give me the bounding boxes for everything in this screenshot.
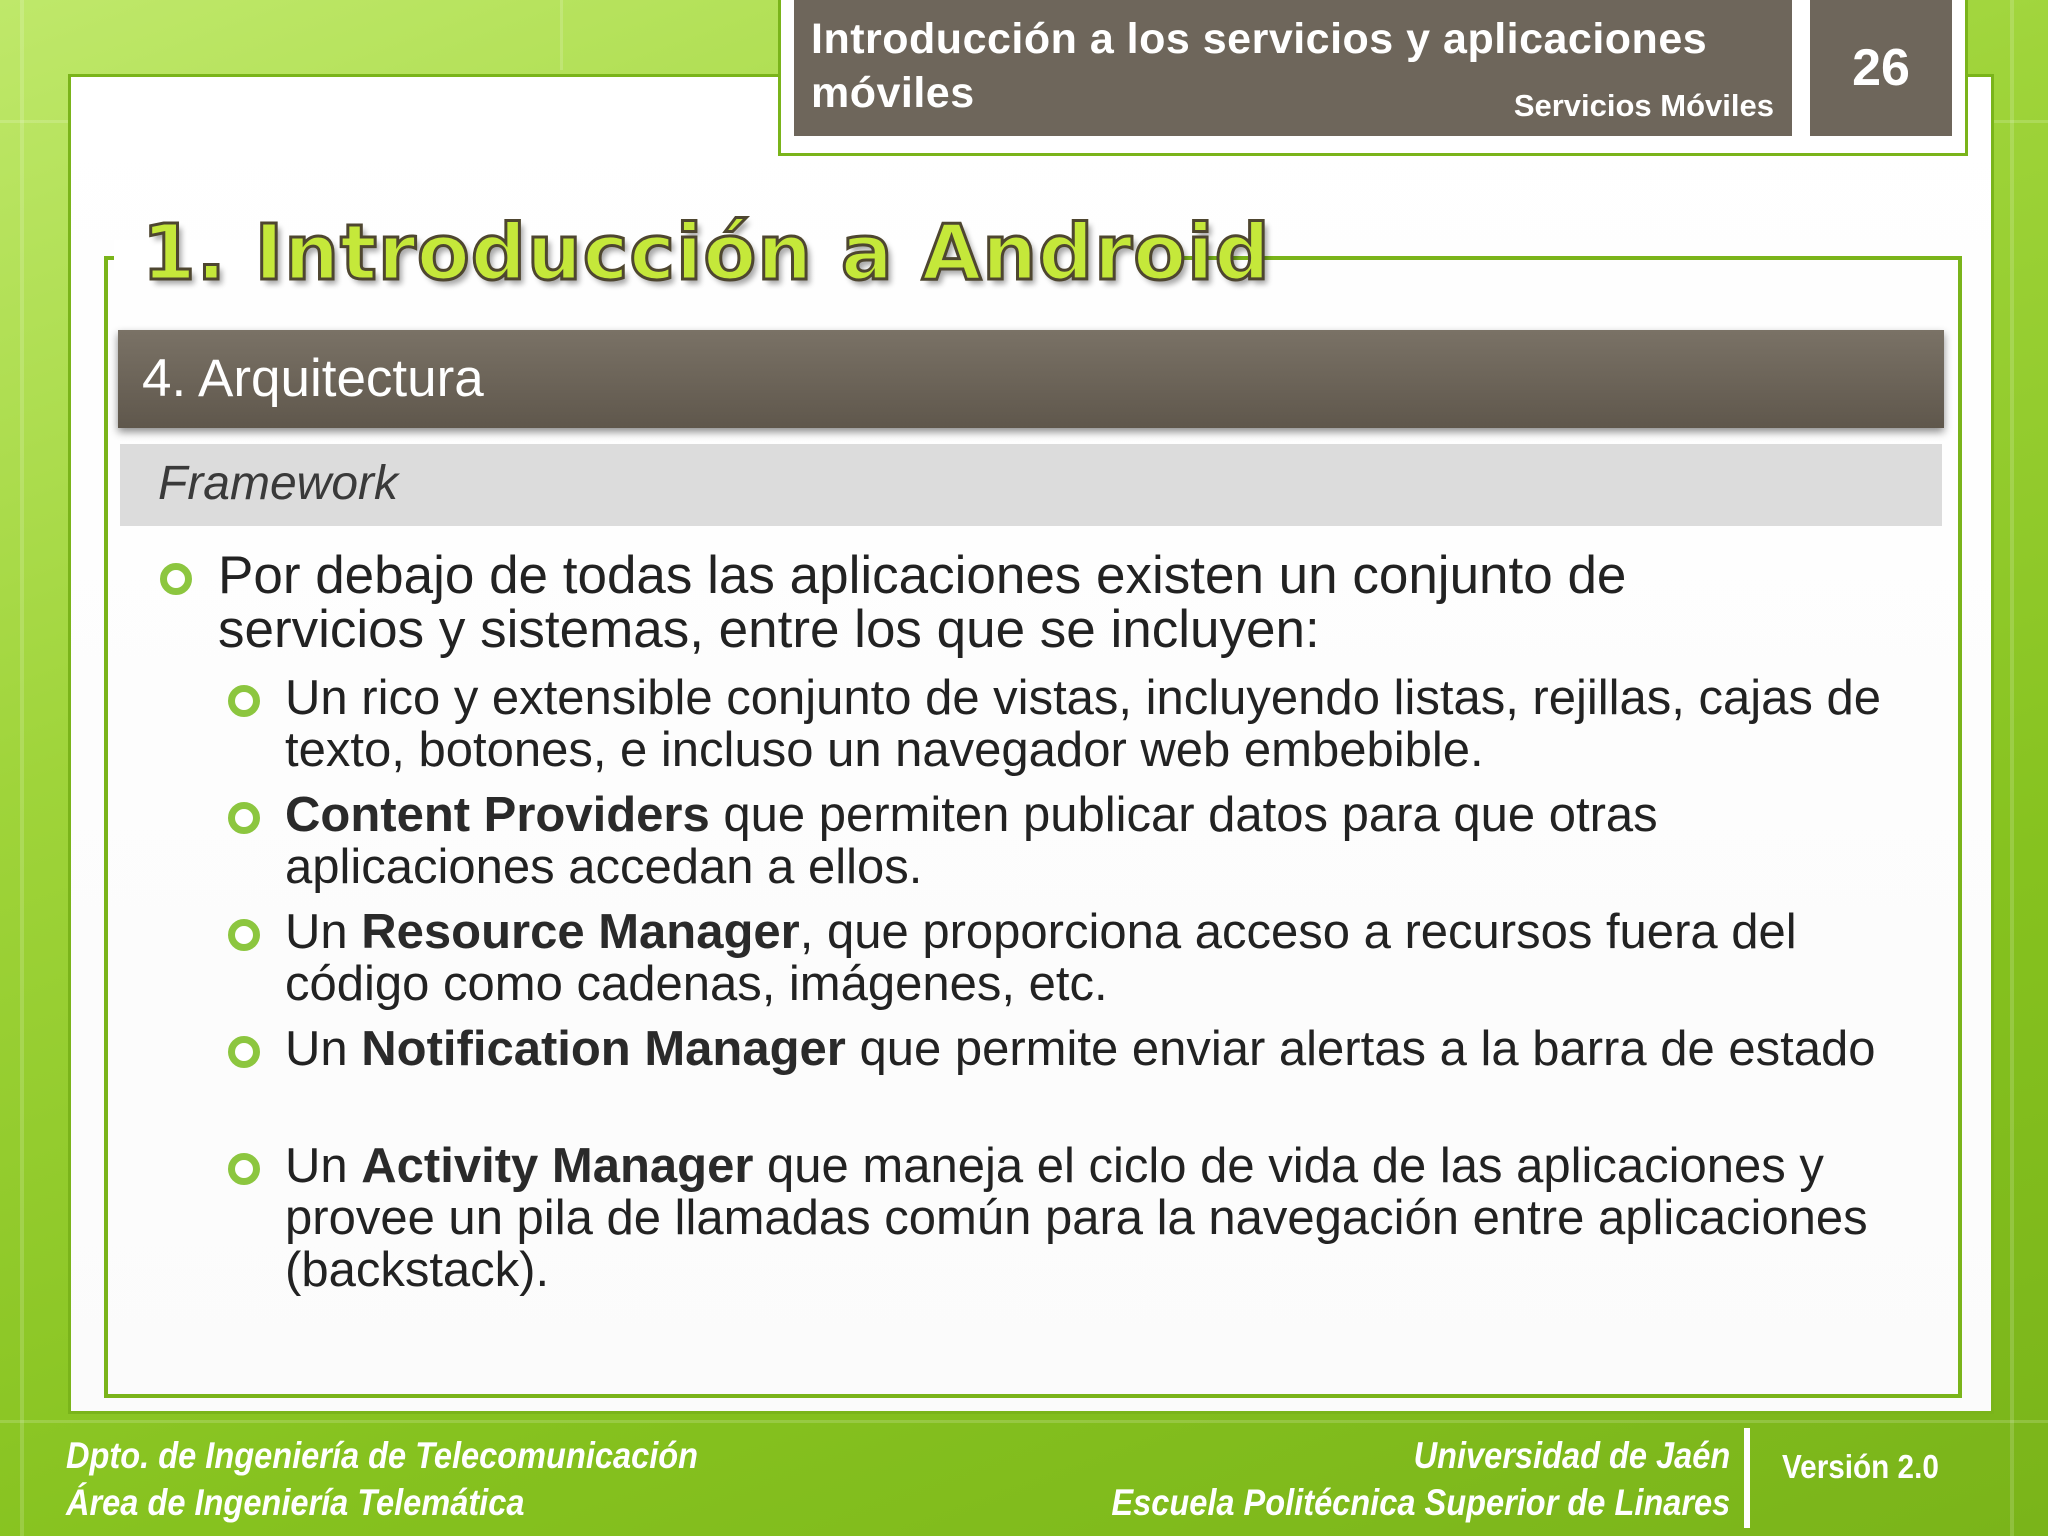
slide-title: 1. Introducción a Android [142,209,1271,298]
bullet-icon [160,563,192,595]
list-item-text: Un Resource Manager, que proporciona acceso a recursos fuera del código como cadenas, imágenes, etc. [285,905,1797,1011]
course-subtitle: Servicios Móviles [1513,88,1774,123]
bullet-icon [228,919,260,951]
footer-divider [1744,1428,1750,1528]
section-title: 4. Arquitectura [142,349,484,408]
header-box [794,0,1792,136]
footer-university-line: Universidad de Jaén [1413,1435,1730,1476]
subsection-title: Framework [158,457,399,510]
list-item-text: Un Notification Manager que permite enviar alertas a la barra de estado [285,1022,1876,1076]
course-title: Introducción a los servicios y aplicaciones móviles [811,15,1708,117]
list-item [285,906,1925,1010]
list-item-text: Un rico y extensible conjunto de vistas, incluyendo listas, rejillas, cajas de texto, botones, e incluso un navegador web embebible. [285,671,1882,777]
list-item-text: Content Providers que permiten publicar datos para que otras aplicaciones accedan a ellos. [285,788,1658,894]
version-label: Versión 2.0 [1782,1448,1939,1485]
list-item-text: Por debajo de todas las aplicaciones existen un conjunto de servicios y sistemas, entre los que se incluyen: [218,546,1627,659]
footer-area-line: Área de Ingeniería Telemática [66,1482,525,1523]
list-item [218,546,1838,659]
bullet-icon [228,1153,260,1185]
list-item [285,672,1925,776]
list-item [285,1140,1925,1296]
footer-school-line: Escuela Politécnica Superior de Linares [1111,1482,1730,1523]
footer-department-line: Dpto. de Ingeniería de Telecomunicación [66,1435,699,1476]
subsection-bar [120,444,1942,526]
list-item [285,789,1925,893]
list-item [285,1023,1925,1075]
bullet-icon [228,802,260,834]
bullet-icon [228,685,260,717]
footer-department [66,1432,698,1526]
page-number: 26 [1810,0,1952,136]
bullet-icon [228,1036,260,1068]
list-item-text: Un Activity Manager que maneja el ciclo de vida de las aplicaciones y provee un pila de llamadas común para la navegación entre aplicaciones (backstack). [285,1139,1868,1297]
footer-university [1111,1432,1730,1526]
section-bar [118,330,1944,428]
